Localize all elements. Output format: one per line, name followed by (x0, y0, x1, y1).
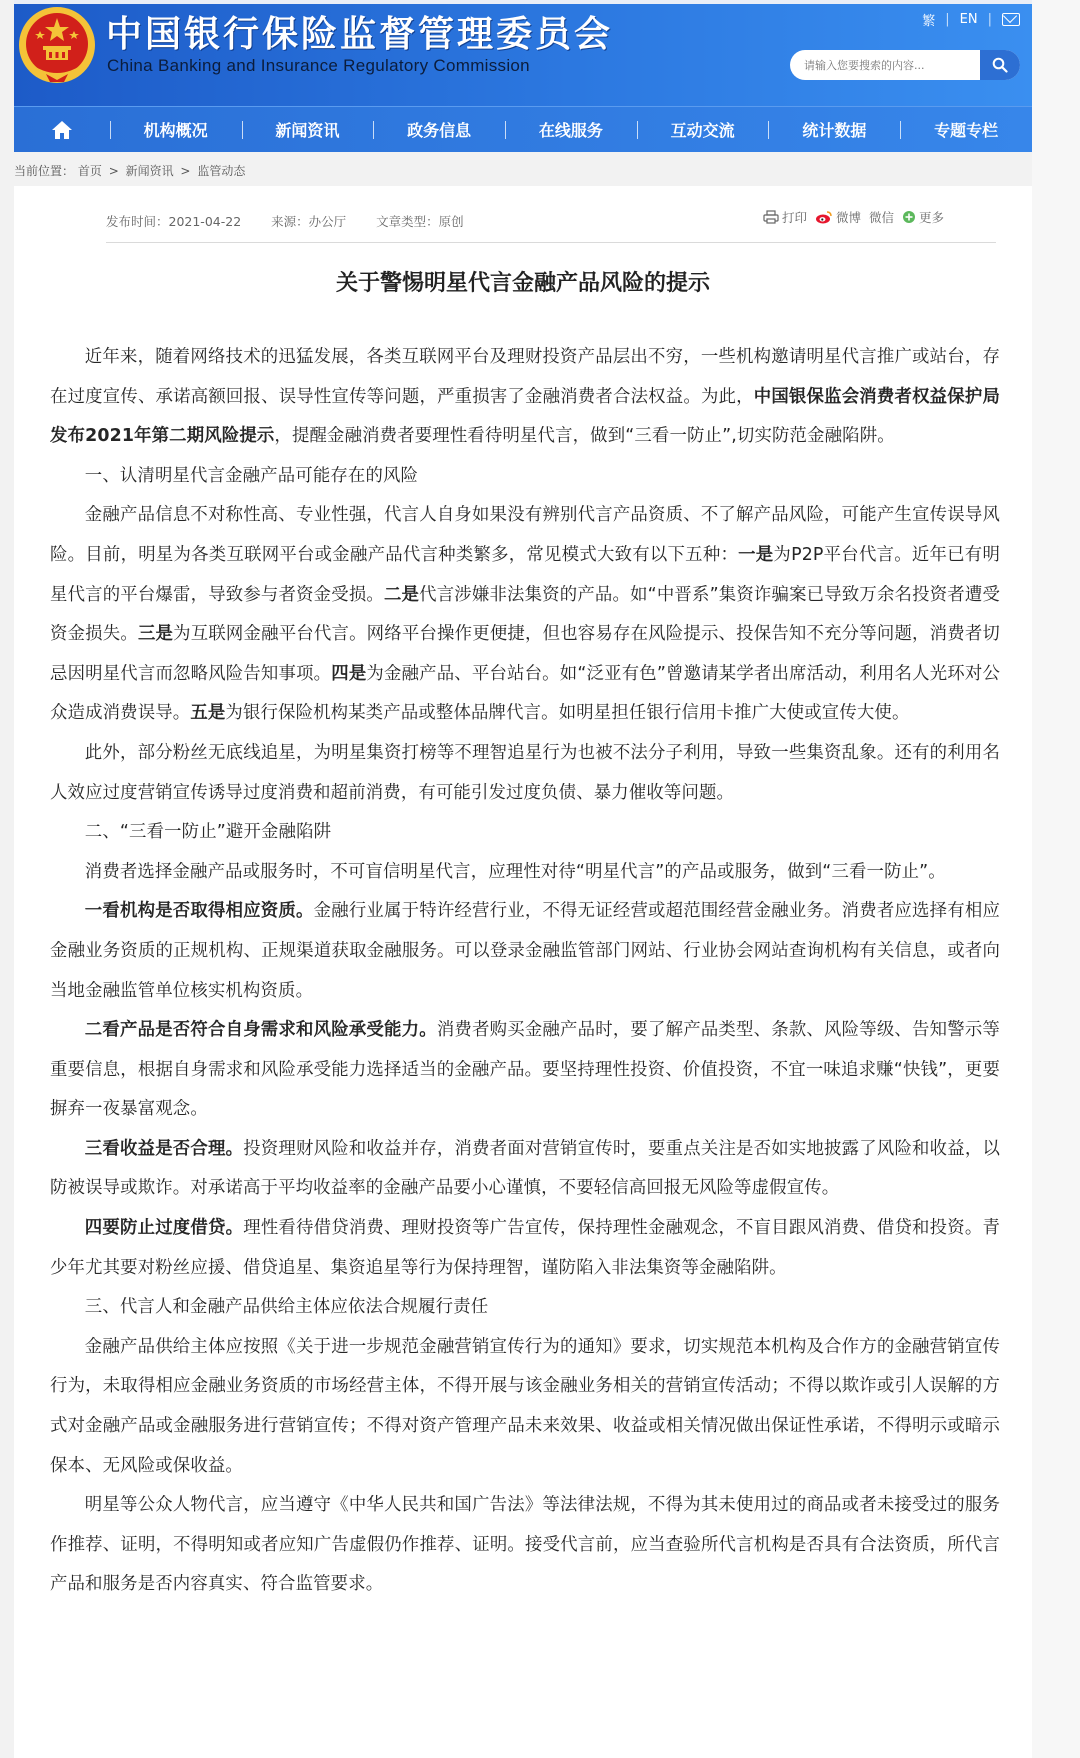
paragraph: 三看收益是否合理。投资理财风险和收益并存，消费者面对营销宣传时，要重点关注是否如实地披露了风险和收益，以防被误导或欺诈。对承诺高于平均收益率的金融产品要小心谨慎，不要轻信高回报无风险等虚假宣传。 (50, 1138, 1000, 1199)
article-body (50, 338, 1000, 1605)
wechat-button[interactable] (869, 208, 894, 226)
site-header (14, 0, 1032, 106)
wechat-label: 微信 (868, 210, 894, 225)
paragraph: 明星等公众人物代言，应当遵守《中华人民共和国广告法》等法律法规，不得为其未使用过的商品或者未接受过的服务作推荐、证明，不得明知或者应知广告虚假仍作推荐、证明。接受代言前，应当查验所代言机构是否具有合法资质，所代言产品和服务是否内容真实、符合监管要求。 (50, 1495, 1000, 1595)
nav-item-statistics[interactable]: 统计数据 (768, 118, 900, 141)
paragraph: 金融产品供给主体应按照《关于进一步规范金融营销宣传行为的通知》要求，切实规范本机构及合作方的金融营销宣传行为，未取得相应金融业务资质的市场经营主体，不得开展与该金融业务相关的营销宣传活动；不得以欺诈或引人误解的方式对金融产品或金融服务进行营销宣传；不得对资产管理产品未来效果、收益或相关情况做出保证性承诺，不得明示或暗示保本、无风险或保收益。 (50, 1336, 1000, 1476)
national-emblem-icon[interactable] (16, 4, 98, 86)
section-heading: 一、认清明星代言金融产品可能存在的风险 (84, 465, 419, 486)
article-title: 关于警惕明星代言金融产品风险的提示 (335, 271, 710, 296)
paragraph: 近年来，随着网络技术的迅猛发展，各类互联网平台及理财投资产品层出不穷，一些机构邀请明星代言推广或站台，存在过度宣传、承诺高额回报、误导性宣传等问题，严重损害了金融消费者合法权益。为此，中国银保监会消费者权益保护局发布2021年第二期风险提示，提醒金融消费者要理性看待明星代言，做到“三看一防止”,切实防范金融陷阱。 (50, 347, 1000, 447)
article-card (14, 186, 1032, 1758)
article-meta (106, 212, 490, 230)
right-margin (1032, 0, 1080, 1758)
separator: | (987, 12, 992, 27)
more-button[interactable] (902, 208, 944, 226)
print-label: 打印 (781, 210, 807, 225)
nav-item-about[interactable]: 机构概况 (110, 118, 242, 141)
publish-date: 发布时间：2021-04-22 (106, 214, 242, 229)
breadcrumb (14, 162, 245, 179)
separator: | (945, 12, 950, 27)
nav-item-government-info[interactable]: 政务信息 (373, 118, 505, 141)
search-box (790, 50, 1020, 80)
mail-icon[interactable] (1002, 13, 1020, 26)
search-icon (992, 57, 1008, 73)
paragraph: 一看机构是否取得相应资质。金融行业属于特许经营行业，不得无证经营或超范围经营金融业务。消费者应选择有相应金融业务资质的正规机构、正规渠道获取金融服务。可以登录金融监管部门网站、行业协会网站查询机构有关信息，或者向当地金融监管单位核实机构资质。 (50, 901, 1001, 1001)
meta-divider (106, 242, 996, 243)
site-title-en[interactable]: China Banking and Insurance Regulatory Commission (107, 56, 530, 75)
breadcrumb-home[interactable]: 首页 (77, 164, 102, 178)
main-nav (14, 106, 1032, 152)
site-title-cn[interactable]: 中国银行保险监督管理委员会 (106, 13, 614, 55)
more-label: 更多 (918, 210, 944, 225)
plus-circle-icon (902, 210, 916, 224)
search-button[interactable] (980, 50, 1020, 80)
weibo-label: 微博 (835, 210, 861, 225)
paragraph: 此外，部分粉丝无底线追星，为明星集资打榜等不理智追星行为也被不法分子利用，导致一些集资乱象。还有的利用名人效应过度营销宣传诱导过度消费和超前消费，有可能引发过度负债、暴力催收等问题。 (50, 742, 1000, 803)
nav-item-online-service[interactable]: 在线服务 (505, 118, 637, 141)
section-heading: 二、“三看一防止”避开金融陷阱 (84, 822, 332, 843)
search-input[interactable] (790, 50, 986, 80)
print-button[interactable] (763, 208, 807, 226)
english-link[interactable]: EN (959, 12, 978, 27)
language-bar (922, 10, 1020, 29)
traditional-chinese-link[interactable]: 繁 (922, 14, 936, 29)
paragraph: 消费者选择金融产品或服务时，不可盲信明星代言，应理性对待“明星代言”的产品或服务，做到“三看一防止”。 (84, 861, 946, 882)
weibo-button[interactable] (815, 208, 861, 226)
share-bar (763, 208, 944, 226)
article-source: 来源：办公厅 (271, 214, 347, 229)
paragraph: 二看产品是否符合自身需求和风险承受能力。消费者购买金融产品时，要了解产品类型、条款、风险等级、告知警示等重要信息，根据自身需求和风险承受能力选择适当的金融产品。要坚持理性投资、价值投资，不宜一味追求赚“快钱”，更要摒弃一夜暴富观念。 (50, 1020, 1000, 1120)
breadcrumb-separator: > (108, 164, 119, 178)
nav-item-news[interactable]: 新闻资讯 (242, 118, 374, 141)
weibo-icon (815, 210, 833, 224)
breadcrumb-label: 当前位置： (14, 164, 75, 178)
breadcrumb-separator: > (180, 164, 191, 178)
article-type: 文章类型：原创 (376, 214, 464, 229)
paragraph: 金融产品信息不对称性高、专业性强，代言人自身如果没有辨别代言产品资质、不了解产品风险，可能产生宣传误导风险。目前，明星为各类互联网平台或金融产品代言种类繁多，常见模式大致有以下五种：一是为P2P平台代言。近年已有明星代言的平台爆雷，导致参与者资金受损。二是代言涉嫌非法集资的产品。如“中晋系”集资诈骗案已导致万余名投资者遭受资金损失。三是为互联网金融平台代言。网络平台操作更便捷，但也容易存在风险提示、投保告知不充分等问题，消费者切忌因明星代言而忽略风险告知事项。四是为金融产品、平台站台。如“泛亚有色”曾邀请某学者出席活动，利用名人光环对公众造成消费误导。五是为银行保险机构某类产品或整体品牌代言。如明星担任银行信用卡推广大使或宣传大使。 (50, 505, 1000, 724)
nav-item-interaction[interactable]: 互动交流 (637, 118, 769, 141)
header-top-line (14, 0, 1032, 4)
breadcrumb-news[interactable]: 新闻资讯 (125, 164, 174, 178)
nav-home[interactable] (14, 107, 110, 153)
breadcrumb-regulatory-news[interactable]: 监管动态 (197, 164, 246, 178)
printer-icon (763, 210, 779, 224)
home-icon (51, 120, 73, 140)
section-heading: 三、代言人和金融产品供给主体应依法合规履行责任 (84, 1297, 489, 1318)
paragraph: 四要防止过度借贷。理性看待借贷消费、理财投资等广告宣传，保持理性金融观念，不盲目跟风消费、借贷和投资。青少年尤其要对粉丝应援、借贷追星、集资追星等行为保持理智，谨防陷入非法集资等金融陷阱。 (50, 1218, 1000, 1278)
nav-item-special-topics[interactable]: 专题专栏 (900, 118, 1032, 141)
